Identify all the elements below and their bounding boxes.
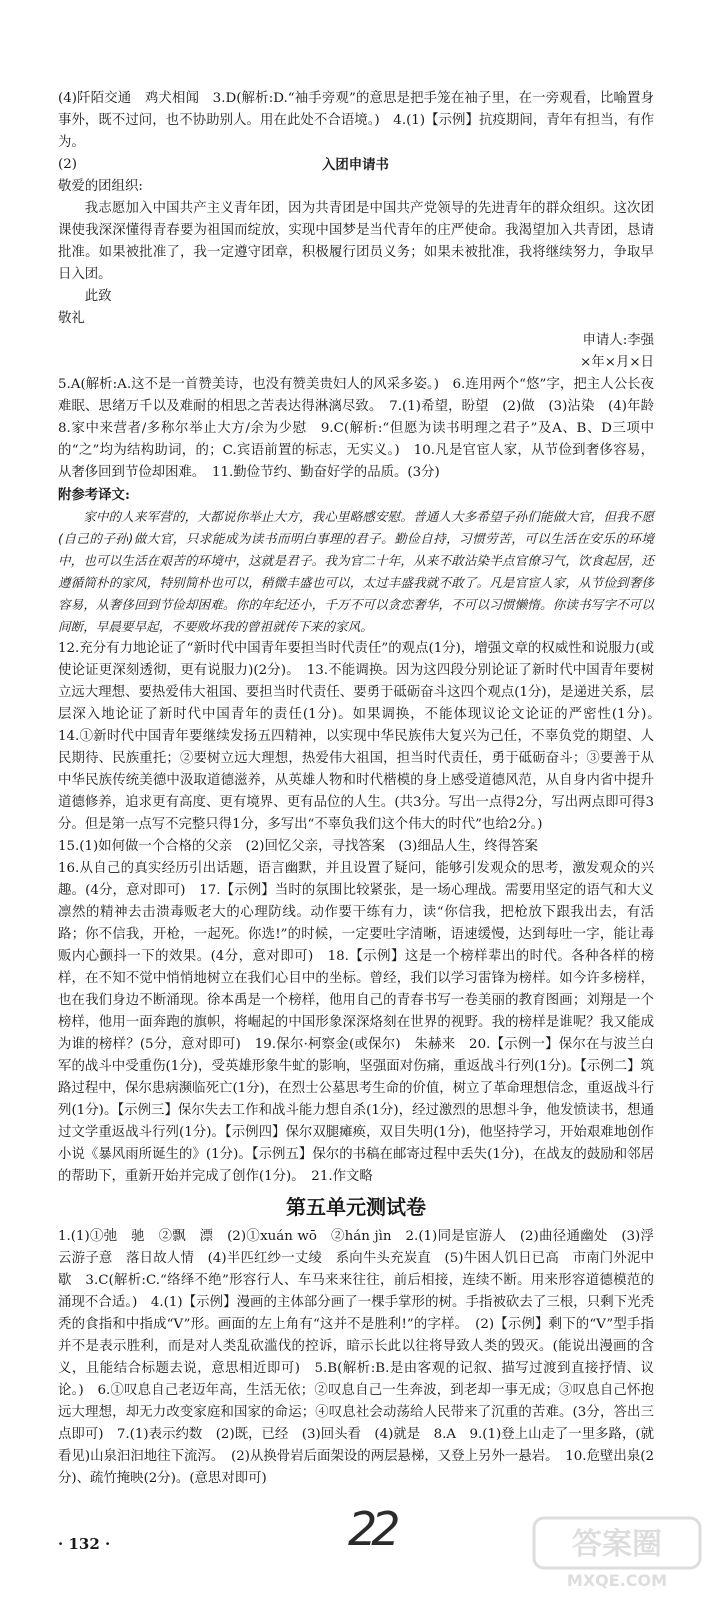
letter-label: (2) <box>58 157 77 172</box>
unit-title: 第五单元测试卷 <box>286 1195 426 1219</box>
letter-salutation: 敬爱的团组织: <box>58 179 143 194</box>
answer-line-1: (4)阡陌交通 鸡犬相闻 3.D(解析:D.“袖手旁观”的意思是把手笼在袖子里，在一旁观看，比喻置身事外，既不过问，也不协助别人。用在此处不合语境。) 4.(1)【示例】抗疫期间，青年有担当，有作为。 <box>58 91 654 150</box>
translation-label: 附参考译文: <box>58 487 130 503</box>
page-number: · 132 · <box>58 1535 111 1553</box>
translation-text: 家中的人来军营的，大都说你举止大方，我心里略感安慰。普通人大多希望子孙们能做大官，但我不愿(自己的子孙)做大官，只求能成为读书而明白事理的君子。勤俭自持，习惯劳苦，可以生活在安乐的环境中，也可以生活在艰苦的环境中，这就是君子。我为官二十年，从来不敢沾染半点官僚习气，饮食起居，还遵循简朴的家风，特别简朴也可以，稍微丰盛也可以，太过丰盛我就不敢了。凡是官宦人家，从节俭到奢侈容易，从奢侈回到节俭却困难。你的年纪还小，千万不可以贪恋奢华，不可以习惯懒惰。你读书写字不可以间断，早晨要早起，不要败坏我的曾祖就传下来的家风。 <box>58 509 654 634</box>
answers-5-11: 5.A(解析:A.这不是一首赞美诗，也没有赞美贵妇人的风采多姿。) 6.连用两个“悠”字，把主人公长夜难眠、思绪万千以及难耐的相思之苦表达得淋漓尽致。 7.(1)希望，盼望 (2)做 (3)沾染 (4)年龄 8.家中来营者/多称尔举止大方/余为少慰 9.C(解析:“但愿为读书明理之君子”及A、B、D三项中的“之”均为结构助词，的；C.宾语前置的标志，无实义。) 10.凡是官宦人家，从节俭到奢侈容易，从奢侈回到节俭却困难。 11.勤俭节约、勤奋好学的品质。(3分) <box>58 377 668 480</box>
letter-title: 入团申请书 <box>322 157 389 173</box>
letter-date: ×年×月×日 <box>580 355 654 370</box>
svg-text:MXQE.COM: MXQE.COM <box>566 1571 668 1590</box>
answers-15: 15.(1)如何做一个合格的父亲 (2)回忆父亲，寻找答案 (3)细品人生，终得答案 <box>58 839 538 854</box>
svg-text:答案圈: 答案圈 <box>572 1527 662 1562</box>
letter-body: 我志愿加入中国共产主义青年团，因为共青团是中国共产党领导的先进青年的群众组织。这次团课使我深深懂得青春要为祖国而绽放，实现中国梦是当代青年的庄严使命。我渴望加入共青团，恳请批准。如果被批准了，我一定遵守团章，积极履行团员义务；如果未被批准，我将继续努力，争取早日入团。 <box>58 201 654 282</box>
answer-page <box>58 88 668 1490</box>
answers-12-14: 12.充分有力地论证了“新时代中国青年要担当时代责任”的观点(1分)，增强文章的权威性和说服力(或使论证更深刻透彻，更有说服力)(2分)。 13.不能调换。因为这四段分别论证了新时代中国青年要树立远大理想、要热爱伟大祖国、要担当时代责任、要勇于砥砺奋斗这四个观点(1分)，是递进关系，层层深入地论证了新时代中国青年的责任(1分)。如果调换，不能体现议论文论证的严密性(1分)。 14.①新时代中国青年要继续发扬五四精神，以实现中华民族伟大复兴为己任，不辜负党的期望、人民期待、民族重托；②要树立远大理想，热爱伟大祖国，担当时代责任，勇于砥砺奋斗；③要善于从中华民族传统美德中汲取道德滋养，从英雄人物和时代楷模的身上感受道德风范，从自身内省中提升道德修养，追求更有高度、更有境界、更有品位的人生。(共3分。写出一点得2分，写出两点即可得3分。但是第一点写不完整只得1分，多写出“不辜负我们这个伟大的时代”也给2分。) <box>58 641 668 832</box>
handwritten-number: 22 <box>348 1502 395 1556</box>
answers-16-21: 16.从自己的真实经历引出话题，语言幽默，并且设置了疑问，能够引发观众的思考，激发观众的兴趣。(4分，意对即可) 17.【示例】当时的氛围比较紧张，是一场心理战。需要用坚定的语气和大义凛然的精神去击溃毒贩老大的心理防线。动作要干练有力，读“你信我，把枪放下跟我出去，有活路；你不信我，开枪，一起死。你选!”的时候，一定要吐字清晰，语速缓慢，达到每吐一字，能让毒贩内心颤抖一下的效果。(4分，意对即可) 18.【示例】这是一个榜样辈出的时代。各种各样的榜样，在不知不觉中悄悄地树立在我们心目中的坐标。曾经，我们以学习雷锋为榜样。如今许多榜样，也在我们身边不断涌现。徐本禹是一个榜样，他用自己的青春书写一卷美丽的教育图画；刘翔是一个榜样，他用一面奔跑的旗帜，将崛起的中国形象深深烙刻在世界的视野。我的榜样是谁呢？我又能成为谁的榜样？(5分，意对即可) 19.保尔·柯察金(或保尔) 朱赫来 20.【示例一】保尔在与波兰白军的战斗中受重伤(1分)，受英雄形象牛虻的影响，坚强面对伤痛，重返战斗行列(1分)。【示例二】筑路过程中，保尔患病濒临死亡(1分)，在烈士公墓思考生命的价值，树立了革命理想信念，重返战斗行列(1分)。【示例三】保尔失去工作和战斗能力想自杀(1分)，经过激烈的思想斗争，他发愤读书，想通过文学重返战斗行列(1分)。【示例四】保尔双腿瘫痪，双目失明(1分)，他坚持学习，开始艰难地创作小说《暴风雨所诞生的》(1分)。【示例五】保尔的书稿在邮寄过程中丢失(1分)，在战友的鼓励和邻居的帮助下，重新开始并完成了创作(1分)。 21.作文略 <box>58 861 654 1184</box>
letter-title-row <box>58 154 654 176</box>
letter-closing-1: 此致 <box>84 289 112 304</box>
letter-signature: 申请人:李强 <box>582 333 654 348</box>
watermark-logo <box>532 1512 702 1592</box>
letter-closing-2: 敬礼 <box>58 311 85 326</box>
unit-answers: 1.(1)①弛 驰 ②飘 漂 (2)①xuán wō ②hán jìn 2.(1)同是宦游人 (2)曲径通幽处 (3)浮云游子意 落日故人情 (4)半匹红纱一丈绫 系向牛头充炭直 (5)牛困人饥日已高 市南门外泥中歇 3.C(解析:C.“络绎不绝”形容行人、车马来来往往，前后相接，连续不断。用来形容道德模范的涌现不合适。) 4.(1)【示例】漫画的主体部分画了一棵手掌形的树。手指被砍去了三根，只剩下光秃秃的食指和中指成“V”形。画面的左上角有“这并不是胜利!”的字样。 (2)【示例】剩下的“V”型手指并不是表示胜利，而是对人类乱砍滥伐的控诉，暗示长此以往将导致人类的毁灭。(能说出漫画的含义，且能结合标题去说，意思相近即可) 5.B(解析:B.是由客观的记叙、描写过渡到直接抒情、议论。) 6.①叹息自己老迈年高，生活无依；②叹息自己一生奔波，到老却一事无成；③叹息自己怀抱远大理想，却无力改变家庭和国家的命运；④叹息社会动荡给人民带来了沉重的苦难。(3分，答出三点即可) 7.(1)表示约数 (2)既，已经 (3)回头看 (4)就是 8.A 9.(1)登上山走了一里多路，(就看见)山泉汩汩地往下流泻。 (2)从换骨岩后面架设的两层悬梯，又登上另外一悬岩。 10.危壁出泉(2分)、疏竹掩映(2分)。(意思对即可) <box>58 1229 654 1486</box>
